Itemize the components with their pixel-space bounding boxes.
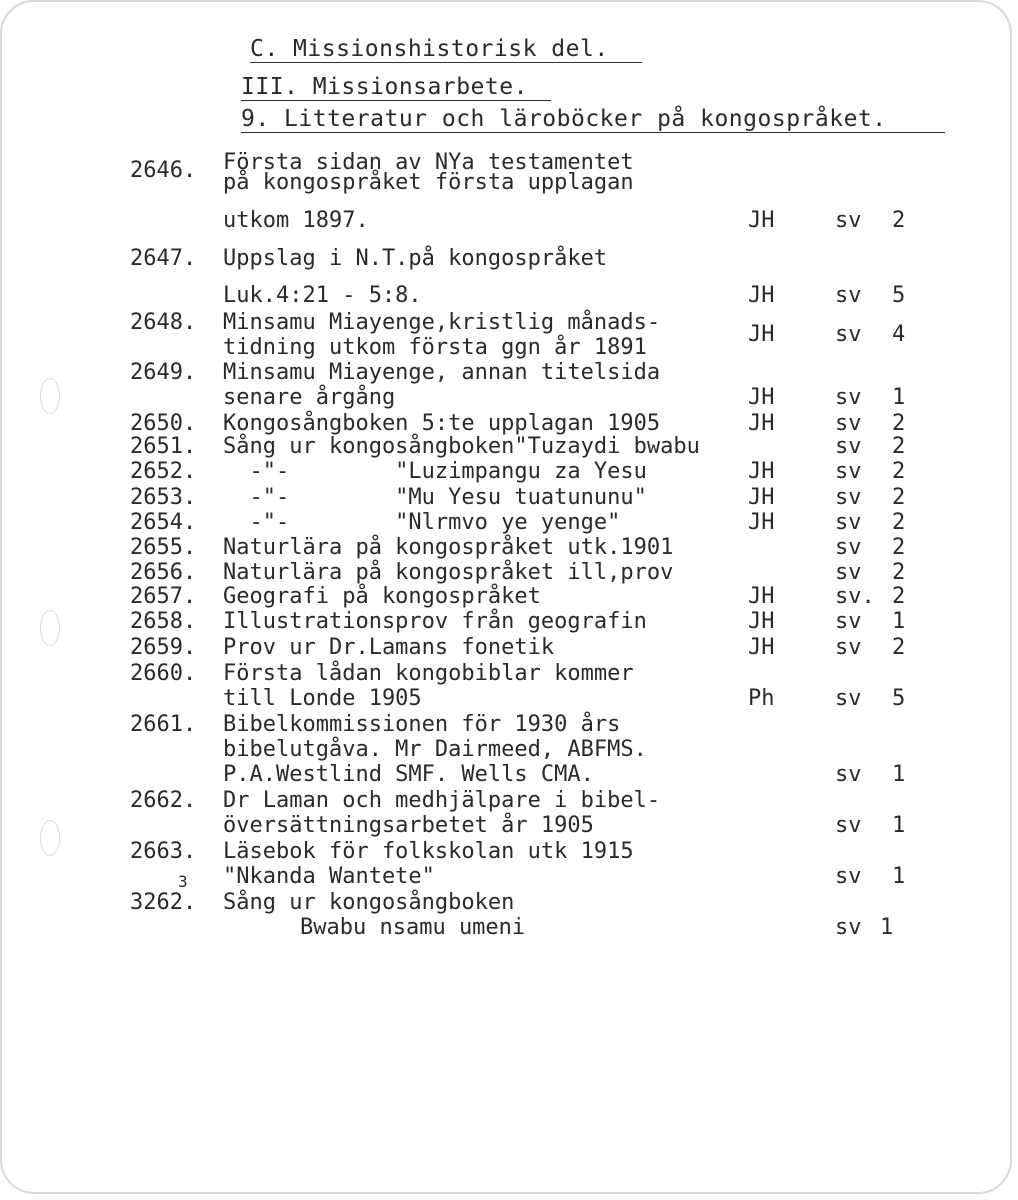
entry-text: "Nkanda Wantete" [223,864,435,889]
entry-language: sv [835,385,862,410]
punch-hole-top [40,378,60,414]
entry-language: sv [835,813,862,838]
entry-number: 2646. [130,158,197,183]
entry-number: 2648. [130,310,197,335]
entry-number: 2655. [130,535,197,560]
section-heading: C. Missionshistorisk del. [250,36,642,63]
entry-source: JH [748,510,775,535]
entry-text: senare årgång [223,385,396,410]
entry-count: 2 [892,560,906,585]
entry-text: Uppslag i N.T.på kongospråket [223,246,608,271]
entry-text: P.A.Westlind SMF. Wells CMA. [223,762,594,787]
entry-count: 1 [892,813,906,838]
entry-text: tidning utkom första ggn år 1891 [223,335,647,360]
entry-language: sv [835,411,862,436]
entry-language: sv [835,864,862,889]
entry-source: JH [748,485,775,510]
entry-number: 2657. [130,584,197,609]
entry-number: 2650. [130,411,197,436]
entry-text: -"- "Mu Yesu tuatununu" [223,485,647,510]
topic-heading: 9. Litteratur och läroböcker på kongospråket. [241,106,945,133]
entry-number: 2653. [130,485,197,510]
entry-number: 2647. [130,246,197,271]
entry-text: Geografi på kongospråket [223,584,541,609]
entry-text: Sång ur kongosångboken"Tuzaydi bwabu [223,434,700,459]
entry-source: JH [748,208,775,233]
entry-text: -"- "Luzimpangu za Yesu [223,459,647,484]
entry-text: på kongospråket första upplagan [223,170,634,195]
entry-count: 1 [892,609,906,634]
entry-number: 2659. [130,635,197,660]
entry-text: Luk.4:21 - 5:8. [223,283,422,308]
entry-count: 2 [892,635,906,660]
entry-number: 2663. [130,839,197,864]
entry-text: Minsamu Miayenge, annan titelsida [223,360,661,385]
entry-text: Första lådan kongobiblar kommer [223,661,634,686]
entry-number: 2661. [130,712,197,737]
entry-language: sv [835,208,862,233]
entry-language: sv [835,485,862,510]
entry-number: 2656. [130,560,197,585]
entry-text: Bwabu nsamu umeni [300,915,526,940]
entry-text: Dr Laman och medhjälpare i bibel- [223,788,661,813]
entry-count: 1 [892,864,906,889]
entry-source: JH [748,584,775,609]
punch-hole-bottom [40,820,60,856]
entry-text: bibelutgåva. Mr Dairmeed, ABFMS. [223,737,647,762]
entry-count: 5 [892,686,906,711]
entry-source: JH [748,322,775,347]
entry-text: -"- "Nlrmvo ye yenge" [223,510,621,535]
entry-number: 2651. [130,434,197,459]
entry-source: JH [748,385,775,410]
entry-language: sv [835,322,862,347]
entry-text: till Londe 1905 [223,686,422,711]
entry-count: 5 [892,283,906,308]
entry-language: sv. [835,584,875,609]
entry-count: 2 [892,434,906,459]
entry-language: sv [835,915,862,940]
entry-number: 2660. [130,661,197,686]
entry-text: Första sidan av NYa testamentet [223,150,634,175]
handwritten-correction: 3 [178,872,188,891]
entry-language: sv [835,434,862,459]
punch-hole-middle [40,610,60,646]
entry-count: 1 [892,385,906,410]
entry-text: Naturlära på kongospråket utk.1901 [223,535,674,560]
entry-number: 3262. [130,890,197,915]
entry-count: 2 [892,510,906,535]
entry-source: JH [748,283,775,308]
entry-language: sv [835,283,862,308]
entry-number: 2654. [130,510,197,535]
entry-language: sv [835,762,862,787]
entry-number: 2662. [130,788,197,813]
entry-language: sv [835,686,862,711]
entry-count: 1 [880,915,894,940]
entry-source: JH [748,635,775,660]
subsection-heading: III. Missionsarbete. [241,74,551,101]
entry-text: Prov ur Dr.Lamans fonetik [223,635,555,660]
entry-source: JH [748,411,775,436]
entry-text: utkom 1897. [223,208,369,233]
entry-count: 2 [892,584,906,609]
entry-count: 2 [892,485,906,510]
entry-source: Ph [748,686,775,711]
entry-count: 1 [892,762,906,787]
entry-language: sv [835,635,862,660]
entry-count: 2 [892,411,906,436]
entry-text: Illustrationsprov från geografin [223,609,647,634]
entry-source: JH [748,609,775,634]
entry-text: Bibelkommissionen för 1930 års [223,712,621,737]
entry-count: 2 [892,208,906,233]
entry-text: Minsamu Miayenge,kristlig månads- [223,310,661,335]
entry-text: Läsebok för folkskolan utk 1915 [223,839,634,864]
entry-number: 2649. [130,360,197,385]
entry-language: sv [835,535,862,560]
entry-number: 2652. [130,459,197,484]
entry-language: sv [835,510,862,535]
entry-text: Naturlära på kongospråket ill,prov [223,560,674,585]
entry-language: sv [835,560,862,585]
entry-text: Kongosångboken 5:te upplagan 1905 [223,411,661,436]
entry-text: Sång ur kongosångboken [223,890,515,915]
entry-number: 2658. [130,609,197,634]
entry-count: 2 [892,535,906,560]
entry-count: 4 [892,322,906,347]
entry-text: översättningsarbetet år 1905 [223,813,594,838]
entry-source: JH [748,459,775,484]
entry-count: 2 [892,459,906,484]
entry-language: sv [835,459,862,484]
entry-language: sv [835,609,862,634]
